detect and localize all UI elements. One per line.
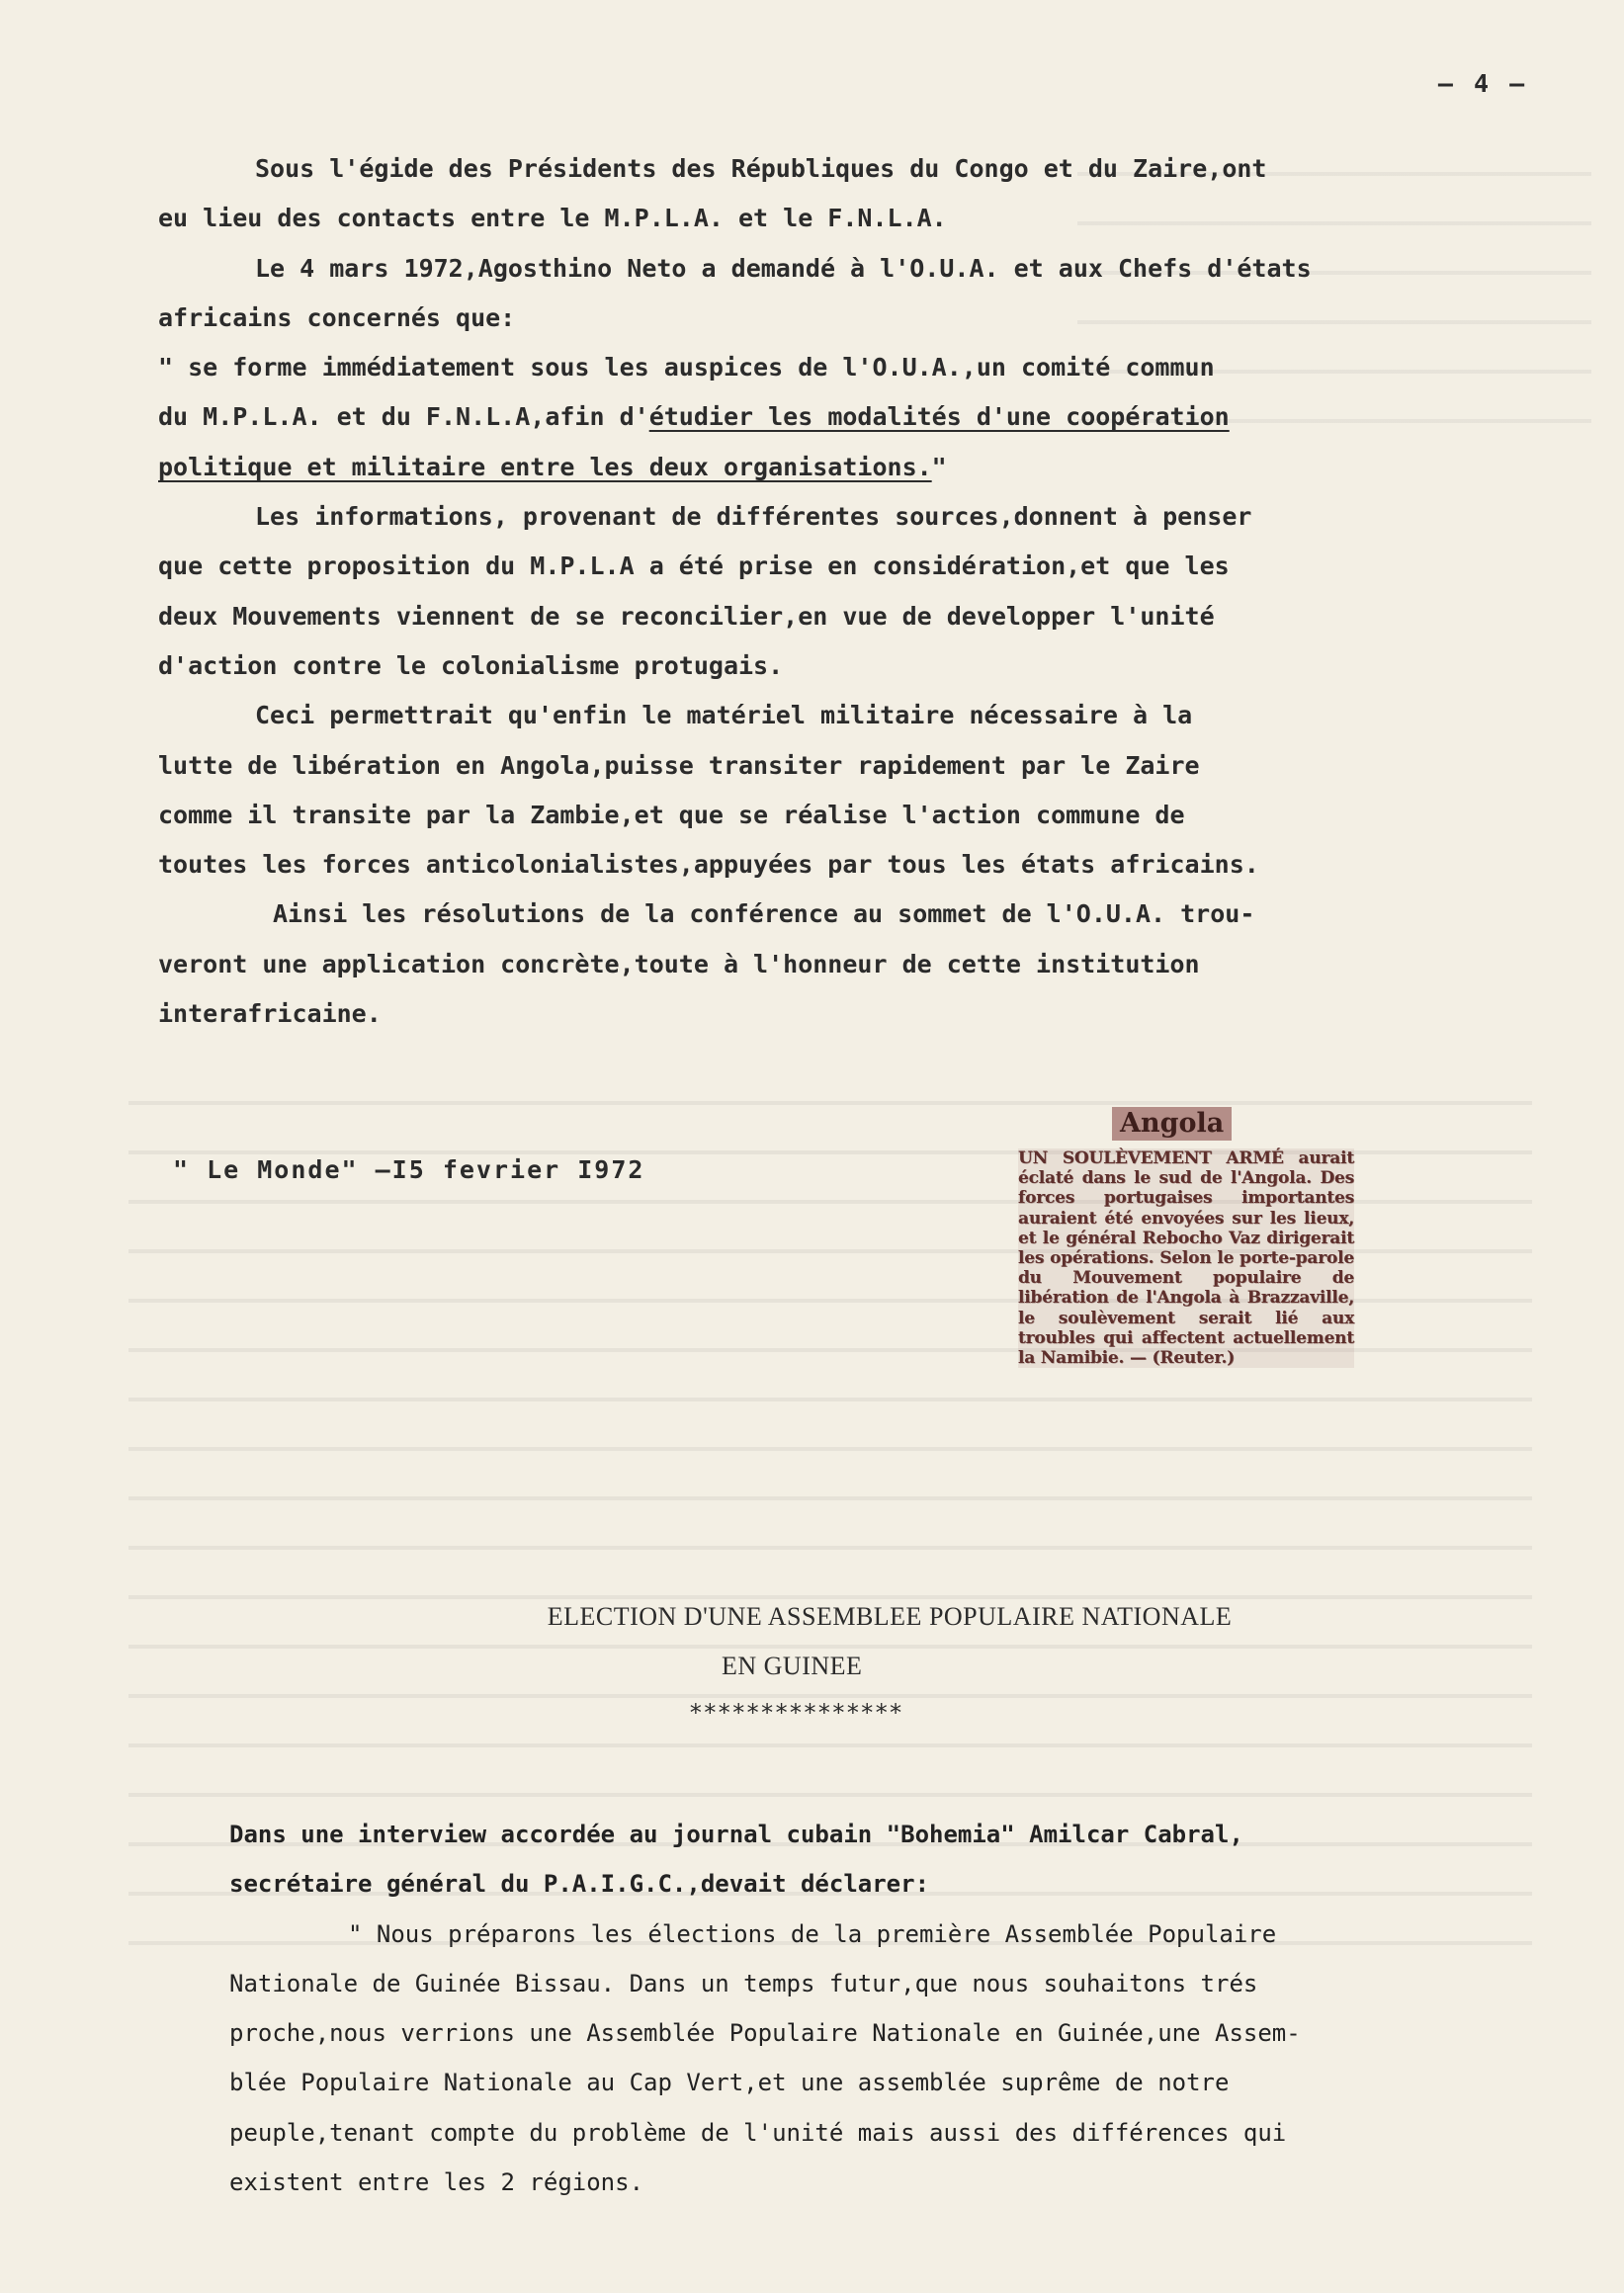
text-line: secrétaire général du P.A.I.G.C.,devait déclarer:: [229, 1870, 930, 1899]
text-line: lutte de libération en Angola,puisse transiter rapidement par le Zaire: [158, 750, 1200, 780]
text-line: blée Populaire Nationale au Cap Vert,et une assemblée suprême de notre: [229, 2069, 1230, 2097]
text-line: interafricaine.: [158, 999, 382, 1029]
text-line: Sous l'égide des Présidents des Républiques du Congo et du Zaire,ont: [255, 154, 1267, 183]
text-line: [158, 443, 1540, 492]
text-line: africains concernés que:: [158, 302, 516, 332]
text-line: comme il transite par la Zambie,et que se réalise l'action commune de: [158, 800, 1185, 829]
text-line: " Nous préparons les élections de la première Assemblée Populaire: [348, 1919, 1277, 1948]
text-line: deux Mouvements viennent de se reconcilier,en vue de developper l'unité: [158, 601, 1215, 631]
text-line: veront une application concrète,toute à l'honneur de cette institution: [158, 949, 1200, 978]
heading-divider: ***************: [688, 1699, 903, 1727]
closing-quote: ": [931, 452, 947, 481]
text-line: [158, 392, 1540, 442]
text-line: Dans une interview accordée au journal cubain "Bohemia" Amilcar Cabral,: [229, 1821, 1243, 1848]
text-line: proche,nous verrions une Assemblée Populaire Nationale en Guinée,une Assem-: [229, 2019, 1301, 2048]
section-mpla-fnla: [158, 144, 1540, 1039]
underlined-text: politique et militaire entre les deux organisations.: [158, 452, 932, 481]
clipping-body: UN SOULÈVEMENT ARMÉ aurait éclaté dans le sud de l'Angola. Des forces portugaises importantes auraient été envoyées sur les lieux, et le général Rebocho Vaz dirigerait les opérations. Selon le porte-parole du Mouvement populaire de libération de l'Angola à Brazzaville, le soulèvement serait lié aux troubles qui affectent actuellement la Namibie. — (Reuter.): [1018, 1148, 1354, 1369]
text-line: Ainsi les résolutions de la conférence au sommet de l'O.U.A. trou-: [273, 899, 1255, 929]
text-line: Ceci permettrait qu'enfin le matériel militaire nécessaire à la: [255, 701, 1193, 730]
text-line: toutes les forces anticolonialistes,appuyées par tous les états africains.: [158, 850, 1259, 880]
clipping-title: Angola: [1112, 1107, 1232, 1141]
text-line: que cette proposition du M.P.L.A a été prise en considération,et que les: [158, 552, 1230, 581]
text-line: Les informations, provenant de différentes sources,donnent à penser: [255, 502, 1252, 532]
text-segment: du M.P.L.A. et du F.N.L.A,afin d': [158, 402, 649, 432]
underlined-text: étudier les modalités d'une coopération: [648, 402, 1230, 432]
text-line: existent entre les 2 régions.: [229, 2168, 644, 2197]
page-number: – 4 –: [1437, 69, 1528, 98]
section-heading-line2: EN GUINEE: [722, 1652, 863, 1680]
text-line: Le 4 mars 1972,Agosthino Neto a demandé à l'O.U.A. et aux Chefs d'états: [255, 253, 1312, 283]
text-line: eu lieu des contacts entre le M.P.L.A. et le F.N.L.A.: [158, 204, 947, 233]
text-line: d'action contre le colonialisme protugais.: [158, 650, 784, 680]
source-citation: " Le Monde" –I5 fevrier I972: [173, 1155, 645, 1184]
section-heading: ELECTION D'UNE ASSEMBLEE POPULAIRE NATIONALE: [547, 1602, 1233, 1631]
newspaper-clipping: [1018, 1107, 1359, 1433]
text-line: " se forme immédiatement sous les auspices de l'O.U.A.,un comité commun: [158, 353, 1215, 382]
section-guinee: [229, 1810, 1554, 2207]
text-line: Nationale de Guinée Bissau. Dans un temps futur,que nous souhaitons trés: [229, 1969, 1258, 1997]
text-line: peuple,tenant compte du problème de l'unité mais aussi des différences qui: [229, 2118, 1287, 2147]
